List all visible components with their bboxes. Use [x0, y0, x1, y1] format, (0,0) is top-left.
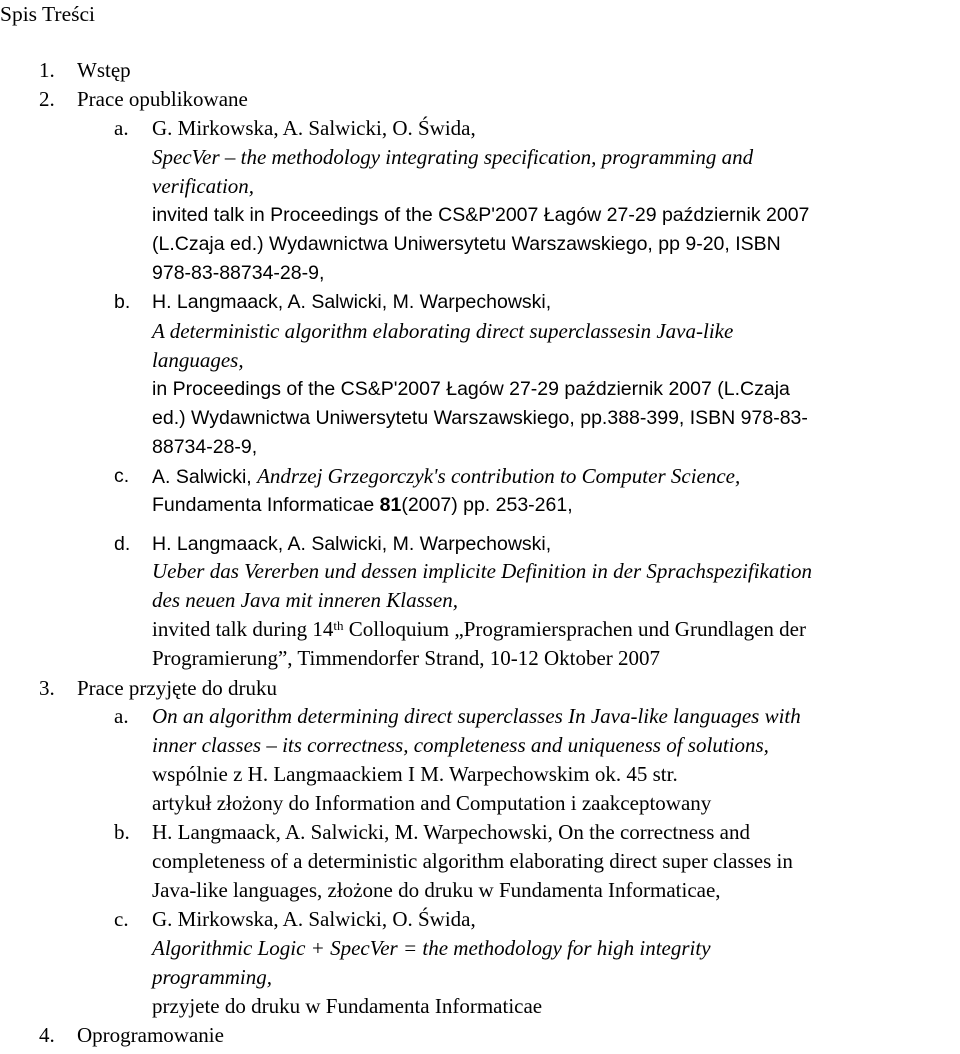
item-2d-title-line2: des neuen Java mit inneren Klassen, — [152, 588, 458, 612]
item-2b-pub-line1: in Proceedings of the CS&P'2007 Łagów 27-29 październik 2007 (L.Czaja — [152, 378, 790, 400]
section-3-number: 3. — [39, 676, 55, 700]
item-2b-title-line2: languages, — [152, 348, 244, 372]
item-2c-letter: c. — [114, 465, 130, 487]
item-2a-title-line2: verification, — [152, 174, 255, 198]
item-2b-pub-line2: ed.) Wydawnictwa Uniwersytetu Warszawskiego, pp.388-399, ISBN 978-83- — [152, 407, 808, 429]
item-2c-rest: (2007) pp. 253-261, — [401, 494, 573, 516]
item-2a-title-line1: SpecVer – the methodology integrating specification, programming and — [152, 145, 754, 169]
item-2c-line2 — [152, 491, 573, 520]
item-2b-title-line1: A deterministic algorithm elaborating direct superclassesin Java-like — [152, 319, 734, 343]
item-3c-title-line2: programming, — [152, 965, 272, 989]
item-2c-journal: Fundamenta Informaticae — [152, 494, 380, 516]
item-3c-title-line1: Algorithmic Logic + SpecVer = the methodology for high integrity — [152, 936, 711, 960]
item-2a-pub-line1: invited talk in Proceedings of the CS&P'2007 Łagów 27-29 październik 2007 — [152, 204, 810, 226]
item-3c-authors: G. Mirkowska, A. Salwicki, O. Świda, — [152, 907, 476, 931]
item-3a-line4: artykuł złożony do Information and Computation i zaakceptowany — [152, 791, 712, 815]
item-3b-letter: b. — [114, 820, 130, 844]
item-2d-letter: d. — [114, 533, 131, 555]
item-3a-letter: a. — [114, 704, 129, 728]
item-3c-letter: c. — [114, 907, 129, 931]
section-1-number: 1. — [39, 58, 55, 82]
item-3a-title-line2: inner classes – its correctness, completeness and uniqueness of solutions, — [152, 733, 769, 757]
item-3a-line3: wspólnie z H. Langmaackiem I M. Warpechowskim ok. 45 str. — [152, 762, 678, 786]
item-2c-line1 — [152, 462, 740, 492]
item-2a-pub-line3: 978-83-88734-28-9, — [152, 262, 325, 284]
item-2c-title: Andrzej Grzegorczyk's contribution to Computer Science, — [257, 464, 741, 488]
item-2d-talk-line2: Programierung”, Timmendorfer Strand, 10-12 Oktober 2007 — [152, 646, 661, 670]
item-2c-volume: 81 — [379, 494, 402, 516]
document-title: Spis Treści — [0, 2, 95, 26]
section-2-number: 2. — [39, 87, 55, 111]
item-2d-talk-pre: invited talk during 14 — [152, 617, 334, 641]
item-2d-talk-post: Colloquium „Programiersprachen und Grundlagen der — [343, 617, 806, 641]
section-4-number: 4. — [39, 1023, 55, 1047]
item-3c-line4: przyjete do druku w Fundamenta Informaticae — [152, 994, 543, 1018]
item-2d-talk-line1 — [152, 615, 806, 644]
item-2d-talk-sup: th — [333, 618, 344, 633]
item-2d-title-line1: Ueber das Vererben und dessen implicite Definition in der Sprachspezifikation — [152, 559, 813, 583]
item-2b-letter: b. — [114, 291, 131, 313]
item-2b-authors: H. Langmaack, A. Salwicki, M. Warpechowski, — [152, 291, 552, 313]
item-3a-title-line1: On an algorithm determining direct superclasses In Java-like languages with — [152, 704, 801, 728]
item-2c-author: A. Salwicki, — [152, 466, 258, 488]
item-2a-pub-line2: (L.Czaja ed.) Wydawnictwa Uniwersytetu Warszawskiego, pp 9-20, ISBN — [152, 233, 781, 255]
item-2a-letter: a. — [114, 116, 129, 140]
item-2a-authors: G. Mirkowska, A. Salwicki, O. Świda, — [152, 116, 476, 140]
item-2d-authors: H. Langmaack, A. Salwicki, M. Warpechowski, — [152, 533, 552, 555]
section-3-heading: Prace przyjęte do druku — [77, 676, 278, 700]
section-2-heading: Prace opublikowane — [77, 87, 248, 111]
section-1-heading: Wstęp — [77, 58, 131, 82]
item-3b-line3: Java-like languages, złożone do druku w Fundamenta Informaticae, — [152, 878, 721, 902]
item-3b-line1: H. Langmaack, A. Salwicki, M. Warpechowski, On the correctness and — [152, 820, 751, 844]
section-4-heading: Oprogramowanie — [77, 1023, 224, 1047]
item-3b-line2: completeness of a deterministic algorithm elaborating direct super classes in — [152, 849, 793, 873]
item-2b-pub-line3: 88734-28-9, — [152, 436, 258, 458]
